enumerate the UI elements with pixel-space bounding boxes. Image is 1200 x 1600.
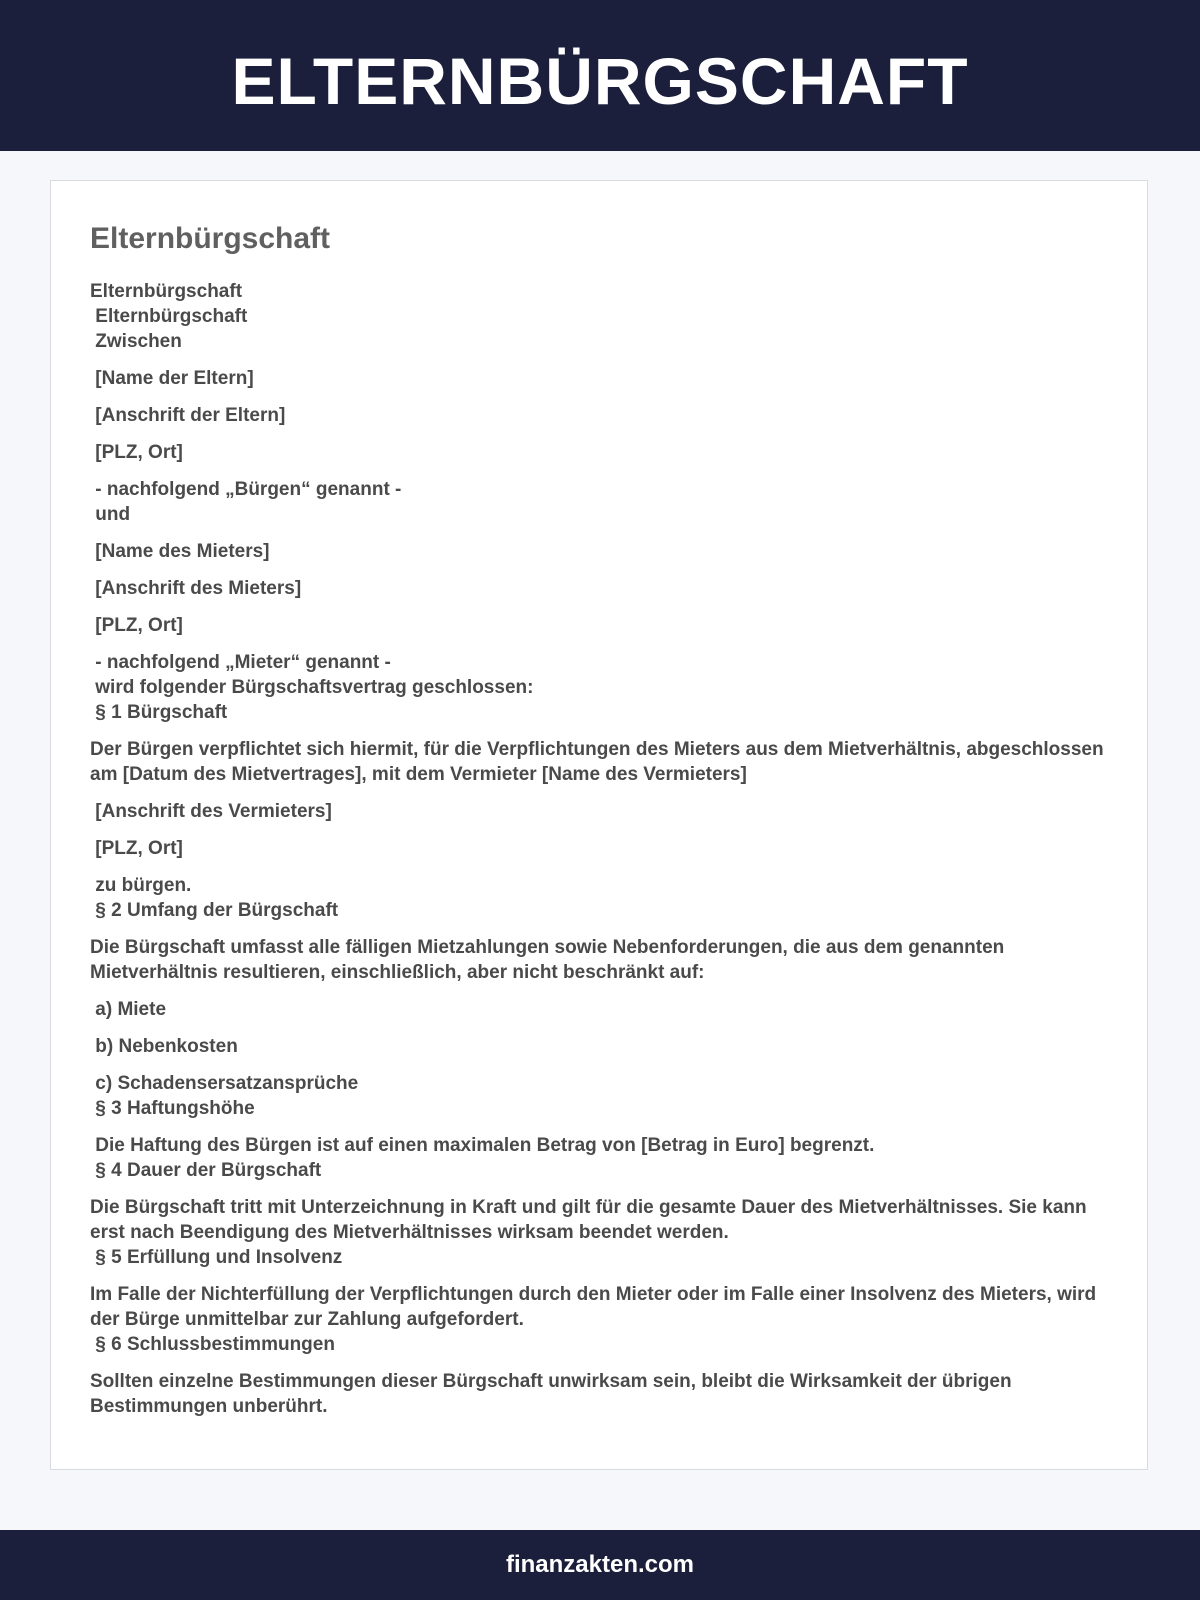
document-heading: Elternbürgschaft [90,222,331,255]
document-paragraph: b) Nebenkosten [90,1036,238,1057]
document-body [90,279,1108,1419]
document-paragraph: Im Falle der Nichterfüllung der Verpflichtungen durch den Mieter oder im Falle einer Insolvenz des Mieters, wird der Bürge unmittelbar zur Zahlung aufgefordert. § 6 Schlussbestimmungen [90,1284,1097,1355]
document-paragraph: zu bürgen. § 2 Umfang der Bürgschaft [95,875,339,921]
document-paragraph: [PLZ, Ort] [90,615,183,636]
document-paragraph: Die Haftung des Bürgen ist auf einen maximalen Betrag von [Betrag in Euro] begrenzt. § 4 Dauer der Bürgschaft [95,1135,875,1181]
document-paragraph: Der Bürgen verpflichtet sich hiermit, für die Verpflichtungen des Mieters aus dem Mietverhältnis, abgeschlossen am [Datum des Mietvertrages], mit dem Vermieter [Name des Vermieters] [90,739,1109,785]
document-paragraph: a) Miete [90,999,167,1020]
document-paragraph: [Anschrift des Vermieters] [90,801,332,822]
document-paragraph: [Anschrift des Mieters] [90,578,302,599]
document-paragraph: - nachfolgend „Bürgen“ genannt - und [95,479,402,525]
document-paragraph: Die Bürgschaft tritt mit Unterzeichnung in Kraft und gilt für die gesamte Dauer des Mietverhältnisses. Sie kann erst nach Beendigung des Mietverhältnisses wirksam beendet werden. § 5 Erfüllung und Insolvenz [90,1197,1087,1268]
document-paragraph: [Name der Eltern] [90,368,254,389]
document-paragraph: - nachfolgend „Mieter“ genannt - wird folgender Bürgschaftsvertrag geschlossen: § 1 Bürgschaft [95,652,534,723]
document-paragraph: Sollten einzelne Bestimmungen dieser Bürgschaft unwirksam sein, bleibt die Wirksamkeit der übrigen Bestimmungen unberührt. [90,1371,1017,1417]
document-paragraph: [PLZ, Ort] [90,838,183,859]
page-header [0,0,1200,151]
document-paragraph: c) Schadensersatzansprüche § 3 Haftungshöhe [95,1073,359,1119]
document-card [50,180,1148,1470]
document-paragraph: [Name des Mieters] [90,541,270,562]
document-paragraph: Die Bürgschaft umfasst alle fälligen Mietzahlungen sowie Nebenforderungen, die aus dem genannten Mietverhältnis resultieren, einschließlich, aber nicht beschränkt auf: [90,937,1010,983]
document-paragraph: Elternbürgschaft Elternbürgschaft Zwischen [90,281,248,352]
footer-site-link[interactable]: finanzakten.com [505,1551,695,1578]
document-paragraph: [PLZ, Ort] [90,442,183,463]
document-paragraph: [Anschrift der Eltern] [90,405,286,426]
page-title: ELTERNBÜRGSCHAFT [231,44,969,118]
page-footer [0,1530,1200,1600]
